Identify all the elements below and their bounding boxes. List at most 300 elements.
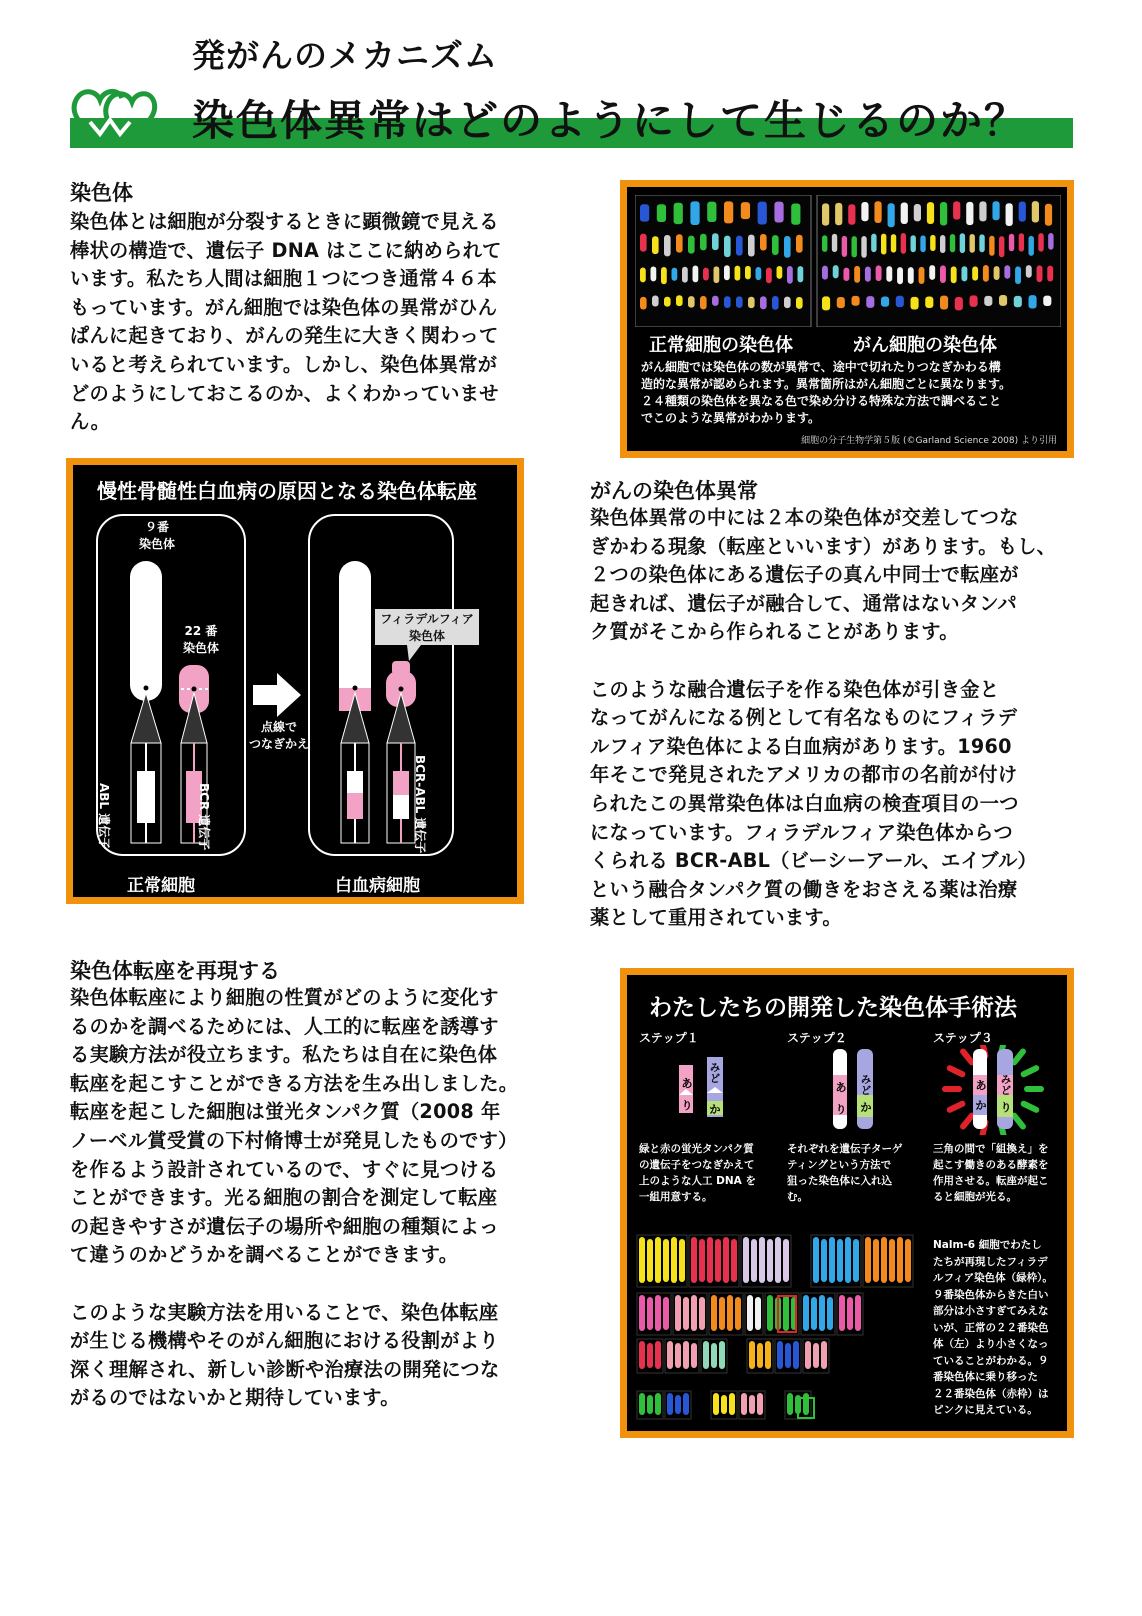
chromosome-mark bbox=[667, 1393, 673, 1415]
text-line: を作るよう設計されているので、すぐに見つける bbox=[70, 1157, 499, 1181]
chromosome-mark bbox=[749, 1395, 755, 1414]
desc-line: それぞれを遺伝子ターゲ bbox=[787, 1143, 903, 1155]
chromosome-mark bbox=[683, 1393, 689, 1415]
chromosome-mark bbox=[796, 297, 803, 309]
chromosome-mark bbox=[1037, 265, 1043, 282]
chromosome-mark bbox=[972, 266, 978, 280]
caption-line: 造的な異常が認められます。異常箇所はがん細胞ごとに異なります。 bbox=[641, 377, 1012, 391]
chromosome-mark bbox=[741, 202, 750, 219]
chromosome-mark bbox=[992, 201, 999, 220]
glow-ray bbox=[1014, 1116, 1023, 1127]
page-title: 染色体異常はどのようにして生じるのか？ bbox=[192, 96, 1029, 145]
text-line: 染色体転座により細胞の性質がどのように変化す bbox=[70, 986, 499, 1009]
step1-description bbox=[639, 1141, 779, 1205]
chromosome-mark bbox=[736, 296, 743, 308]
char-a-2: あ bbox=[835, 1081, 847, 1094]
chromosome-mark bbox=[707, 1237, 713, 1283]
desc-line: 上のような人工 DNA を bbox=[639, 1175, 756, 1187]
text-line: なってがんになる例として有名なものにフィラデ bbox=[590, 706, 1018, 730]
text-line: ぱんに起きており、がんの発生に大きく関わって bbox=[70, 324, 499, 348]
chromosome-mark bbox=[1038, 233, 1043, 252]
text-line: 染色体異常の中には２本の染色体が交差してつな bbox=[590, 506, 1019, 529]
chromosome-mark bbox=[676, 234, 683, 252]
chromosome-mark bbox=[688, 296, 695, 307]
glow-ray bbox=[963, 1116, 972, 1127]
chromosome-mark bbox=[837, 1239, 843, 1282]
chromosome-mark bbox=[832, 234, 837, 252]
chromosome-mark bbox=[639, 1237, 645, 1283]
chromosome-mark bbox=[640, 268, 646, 283]
chromosome-mark bbox=[822, 203, 829, 225]
chromosome-mark bbox=[758, 202, 767, 225]
label-leukemia-cell: 白血病細胞 bbox=[335, 876, 420, 896]
chromosome-mark bbox=[745, 266, 751, 280]
glow-ray bbox=[950, 1104, 963, 1110]
bcr-gene-label: BCR 遺伝子 bbox=[197, 783, 211, 851]
chromosome-mark bbox=[961, 266, 967, 281]
text-line: という融合タンパク質の働きをおさえる薬は治療 bbox=[590, 877, 1018, 901]
section-body-chromosome bbox=[70, 208, 550, 437]
chromosome-mark bbox=[691, 1295, 697, 1331]
result-caption bbox=[933, 1237, 1065, 1419]
header-subtitle: 発がんのメカニズム bbox=[192, 36, 498, 75]
chromosome-mark bbox=[767, 1239, 773, 1282]
chromosome-mark bbox=[715, 1239, 721, 1282]
arrow-label bbox=[243, 719, 315, 753]
chromosome-mark bbox=[657, 204, 666, 222]
chromosome-mark bbox=[711, 1343, 717, 1368]
glow-ray bbox=[1014, 1051, 1023, 1062]
chromosome-mark bbox=[845, 1237, 851, 1283]
chromosome-mark bbox=[853, 1239, 859, 1282]
text-line: もっています。がん細胞では染色体の異常がひん bbox=[70, 295, 498, 319]
chromosome-mark bbox=[699, 1239, 705, 1282]
chromosome-mark bbox=[676, 295, 683, 306]
chromosome-mark bbox=[854, 266, 860, 283]
chromosome-mark bbox=[966, 202, 973, 225]
chr9-label bbox=[127, 519, 187, 553]
caption-line: たちが再現したフィラデ bbox=[933, 1255, 1048, 1268]
chromosome-mark bbox=[711, 1295, 717, 1331]
text-line: いると考えられています。しかし、染色体異常が bbox=[70, 352, 498, 376]
step3-label: ステップ３ bbox=[933, 1031, 993, 1045]
chromosome-mark bbox=[873, 1239, 879, 1282]
char-ka-3: か bbox=[975, 1099, 987, 1112]
chromosome-mark bbox=[777, 266, 783, 279]
chromosome-mark bbox=[855, 1295, 861, 1331]
chromosome-mark bbox=[852, 296, 860, 306]
chromosome-mark bbox=[727, 1295, 733, 1331]
chromosome-mark bbox=[735, 1297, 741, 1330]
chromosome-mark bbox=[843, 268, 849, 281]
section-body-cancer-abnormal bbox=[590, 504, 1080, 933]
figure-credit: 細胞の分子生物学第５版 (©Garland Science 2008) より引用 bbox=[801, 436, 1057, 446]
glow-ray bbox=[963, 1051, 972, 1062]
text-line: ク質がそこから作られることがあります。 bbox=[590, 620, 959, 644]
chromosome-mark bbox=[813, 1343, 819, 1368]
karyotype-image bbox=[635, 195, 1061, 327]
caption-line: ２２番染色体（赤枠）は bbox=[933, 1387, 1049, 1400]
chromosome-mark bbox=[1019, 233, 1024, 251]
desc-line: 狙った染色体に入れ込 bbox=[787, 1175, 892, 1187]
chromosome-mark bbox=[757, 1343, 763, 1368]
chromosome-mark bbox=[803, 1393, 809, 1415]
chromosome-mark bbox=[664, 235, 671, 256]
chromosome-mark bbox=[819, 1295, 825, 1331]
chromosome-mark bbox=[767, 1295, 773, 1331]
chromosome-mark bbox=[640, 297, 647, 310]
glow-ray bbox=[1024, 1104, 1037, 1110]
caption-line: Nalm-6 細胞でわたし bbox=[933, 1239, 1042, 1251]
chromosome-mark bbox=[1047, 266, 1053, 282]
chromosome-mark bbox=[640, 234, 647, 252]
chromosome-mark bbox=[837, 297, 845, 308]
section-body-reproduce bbox=[70, 984, 550, 1413]
chromosome-mark bbox=[693, 265, 699, 282]
caption-line: 部分は小さすぎてみえな bbox=[933, 1305, 1049, 1317]
chromosome-mark bbox=[881, 1237, 887, 1283]
step2-description bbox=[787, 1141, 927, 1205]
chromosome-mark bbox=[866, 296, 874, 308]
chromosome-mark bbox=[889, 1239, 895, 1282]
text-line: ことができます。光る細胞の割合を測定して転座 bbox=[70, 1186, 498, 1210]
desc-line: 緑と赤の蛍光タンパク質 bbox=[639, 1143, 754, 1155]
label-line: 22 番 bbox=[184, 624, 218, 638]
chromosome-mark bbox=[699, 1297, 705, 1330]
chromosome-mark bbox=[1029, 295, 1037, 308]
chromosome-mark bbox=[940, 265, 946, 283]
bcr-abl-gene-label: BCR-ABL 遺伝子 bbox=[413, 755, 427, 854]
step1-label: ステップ１ bbox=[639, 1031, 699, 1045]
chromosome-mark bbox=[723, 1237, 729, 1283]
chromosome-mark bbox=[760, 234, 767, 250]
text-line: 薬として重用されています。 bbox=[590, 906, 842, 930]
chromosome-mark bbox=[835, 203, 842, 225]
chromosome-mark bbox=[647, 1297, 653, 1330]
heart-logo-icon bbox=[68, 82, 158, 144]
chromosome-mark bbox=[1019, 202, 1026, 222]
chromosome-mark bbox=[783, 1295, 789, 1331]
ph-chromosome-label bbox=[375, 611, 479, 645]
chromosome-mark bbox=[703, 268, 709, 281]
text-line: ん。 bbox=[70, 410, 111, 434]
caption-line: ルフィア染色体（緑枠）。 bbox=[933, 1272, 1053, 1284]
glow-ray bbox=[950, 1068, 963, 1074]
chromosome-mark bbox=[827, 1297, 833, 1330]
cml-diagram bbox=[73, 503, 517, 873]
chromosome-mark bbox=[736, 236, 743, 256]
chromosome-mark bbox=[712, 233, 719, 250]
chromosome-mark bbox=[683, 1297, 689, 1330]
chromosome-mark bbox=[847, 1297, 853, 1330]
chromosome-mark bbox=[897, 267, 903, 284]
chromosome-mark bbox=[960, 233, 965, 253]
chromosome-mark bbox=[979, 234, 984, 252]
chromosome-mark bbox=[940, 235, 945, 253]
label-cancer-karyotype: がん細胞の染色体 bbox=[853, 335, 997, 356]
chromosome-mark bbox=[652, 236, 659, 254]
chromosome-mark bbox=[970, 234, 975, 253]
chromosome-mark bbox=[721, 1395, 727, 1414]
chromosome-mark bbox=[793, 1341, 799, 1369]
chromosome-mark bbox=[787, 266, 793, 284]
text-line: このような実験方法を用いることで、染色体転座 bbox=[70, 1300, 499, 1324]
text-line: 深く理解され、新しい診断や治療法の開発につな bbox=[70, 1357, 500, 1381]
char-a: あ bbox=[681, 1077, 693, 1090]
chromosome-mark bbox=[925, 297, 933, 308]
chromosome-mark bbox=[775, 1237, 781, 1283]
text-line: くられる BCR-ABL（ビーシーアール、エイブル） bbox=[590, 849, 1038, 873]
chromosome-mark bbox=[741, 1393, 747, 1415]
chromosome-mark bbox=[663, 1239, 669, 1282]
chromosome-mark bbox=[829, 1237, 835, 1283]
chromosome-mark bbox=[842, 236, 847, 257]
chromosome-mark bbox=[908, 267, 914, 284]
chromosome-mark bbox=[822, 266, 828, 280]
text-line: います。私たち人間は細胞１つにつき通常４６本 bbox=[70, 267, 497, 291]
chromosome-mark bbox=[919, 267, 925, 284]
chromosome-mark bbox=[803, 1295, 809, 1331]
text-line: がるのではないかと期待しています。 bbox=[70, 1386, 400, 1410]
chromosome-mark bbox=[719, 1341, 725, 1369]
chromosome-mark bbox=[929, 265, 935, 280]
label-normal-karyotype: 正常細胞の染色体 bbox=[649, 335, 793, 356]
desc-line: 三角の間で「組換え」を bbox=[933, 1143, 1049, 1155]
label-line: 点線で bbox=[260, 720, 297, 734]
chromosome-mark bbox=[994, 266, 1000, 280]
text-line: ぎかわる現象（転座といいます）があります。もし、 bbox=[590, 534, 1057, 558]
chromosome-mark bbox=[911, 235, 916, 252]
chromosome-mark bbox=[953, 201, 960, 219]
chromosome-mark bbox=[983, 265, 989, 282]
chromosome-mark bbox=[640, 204, 649, 221]
chromosome-mark bbox=[1029, 236, 1034, 256]
chromosome-mark bbox=[748, 297, 755, 308]
chromosome-mark bbox=[688, 236, 695, 254]
chromosome-mark bbox=[848, 204, 855, 224]
chromosome-mark bbox=[905, 1239, 911, 1282]
chromosome-mark bbox=[783, 1239, 789, 1282]
chromosome-mark bbox=[920, 235, 925, 252]
chromosome-mark bbox=[724, 296, 731, 308]
chromosome-mark bbox=[881, 234, 886, 255]
chromosome-mark bbox=[930, 235, 935, 251]
cml-panel-title: 慢性骨髄性白血病の原因となる染色体転座 bbox=[97, 479, 477, 503]
caption-line: ピンクに見えている。 bbox=[933, 1404, 1038, 1416]
chromosome-mark bbox=[707, 202, 716, 222]
cml-translocation-panel bbox=[66, 458, 524, 904]
chromosome-mark bbox=[772, 296, 779, 310]
chromosome-mark bbox=[951, 266, 957, 283]
chromosome-mark bbox=[865, 1237, 871, 1283]
text-line: になっています。フィラデルフィア染色体からつ bbox=[590, 820, 1013, 844]
text-line: られたこの異常染色体は白血病の検査項目の一つ bbox=[590, 791, 1019, 815]
chromosome-mark bbox=[876, 265, 882, 281]
chromosome-mark bbox=[655, 1237, 661, 1283]
step2-label: ステップ２ bbox=[787, 1031, 847, 1045]
caption-line: 体（左）より小さくなっ bbox=[933, 1338, 1049, 1350]
label-line: 染色体 bbox=[408, 629, 445, 643]
text-line: て違うのかどうかを調べることができます。 bbox=[70, 1243, 459, 1267]
method-panel-title: わたしたちの開発した染色体手術法 bbox=[649, 995, 1017, 1021]
chromosome-mark bbox=[777, 1341, 783, 1369]
chromosome-mark bbox=[940, 296, 948, 310]
chromosome-mark bbox=[700, 296, 707, 309]
chromosome-mark bbox=[731, 1239, 737, 1282]
chromosome-mark bbox=[955, 297, 963, 310]
chromosome-mark bbox=[672, 268, 678, 281]
text-line: る実験方法が役立ちます。私たちは自在に染色体 bbox=[70, 1043, 498, 1067]
text-line: 年そこで発見されたアメリカの都市の名前が付け bbox=[590, 763, 1018, 787]
chromosome-mark bbox=[667, 1341, 673, 1369]
chromosome-mark bbox=[927, 202, 934, 224]
chromosome-mark bbox=[691, 1343, 697, 1368]
chromosome-mark bbox=[652, 295, 659, 306]
label-line: フィラデルフィア bbox=[380, 612, 474, 626]
desc-line: む。 bbox=[787, 1191, 808, 1203]
chromosome-mark bbox=[682, 267, 688, 283]
caption-line: でこのような異常がわかります。 bbox=[641, 411, 821, 425]
chromosome-mark bbox=[760, 296, 767, 309]
chromosome-mark bbox=[703, 1341, 709, 1369]
chromosome-mark bbox=[805, 1341, 811, 1369]
chromosome-mark bbox=[852, 236, 857, 257]
caption-line: 番染色体に乗り移った bbox=[933, 1371, 1038, 1383]
chromosome-mark bbox=[891, 234, 896, 253]
chromosome-mark bbox=[784, 236, 791, 258]
chromosome-mark bbox=[813, 1237, 819, 1283]
text-line: ２つの染色体にある遺伝子の真ん中同士で転座が bbox=[590, 563, 1019, 587]
chromosome-mark bbox=[839, 1295, 845, 1331]
chromosome-mark bbox=[766, 268, 772, 284]
char-mido-2: みど bbox=[861, 1075, 871, 1097]
chromosome-mark bbox=[655, 1341, 661, 1369]
chromosome-mark bbox=[743, 1237, 749, 1283]
chromosome-mark bbox=[811, 1297, 817, 1330]
chromosome-mark bbox=[735, 266, 741, 281]
text-line: 棒状の構造で、遺伝子 DNA はここに納められて bbox=[70, 238, 502, 262]
char-ri-3: り bbox=[1000, 1101, 1012, 1114]
chromosome-mark bbox=[881, 297, 889, 307]
chromosome-mark bbox=[897, 1237, 903, 1283]
chromosome-mark bbox=[751, 1239, 757, 1282]
char-mido: みど bbox=[710, 1063, 720, 1085]
text-line: 転座を起こすことができる方法を生み出しました。 bbox=[70, 1071, 519, 1095]
text-line: どのようにしておこるのか、よくわかっていませ bbox=[70, 381, 499, 405]
label-normal-cell: 正常細胞 bbox=[127, 876, 195, 896]
desc-line: 作用させる。転座が起こ bbox=[933, 1175, 1049, 1187]
chromosome-mark bbox=[772, 235, 779, 255]
chromosome-mark bbox=[719, 1297, 725, 1330]
chromosome-mark bbox=[675, 1395, 681, 1414]
chromosome-mark bbox=[999, 295, 1007, 306]
karyotype-caption bbox=[641, 359, 1073, 427]
chromosome-mark bbox=[874, 201, 881, 223]
chromosome-mark bbox=[675, 1295, 681, 1331]
text-line: の起きやすさが遺伝子の場所や細胞の種類によっ bbox=[70, 1214, 499, 1238]
chromosome-mark bbox=[1014, 296, 1022, 307]
chromosome-mark bbox=[785, 1343, 791, 1368]
chromosome-mark bbox=[755, 1297, 761, 1330]
chromosome-mark bbox=[712, 296, 719, 306]
text-line: 転座を起こした細胞は蛍光タンパク質（2008 年 bbox=[70, 1100, 501, 1124]
caption-line: いが、正常の２２番染色 bbox=[933, 1321, 1049, 1334]
chromosome-mark bbox=[647, 1343, 653, 1368]
chromosome-mark bbox=[675, 1343, 681, 1368]
caption-line: がん細胞では染色体の数が異常で、途中で切れたりつなぎかわる構 bbox=[641, 360, 1001, 374]
label-line: つなぎかえ bbox=[248, 737, 309, 751]
chromosome-mark bbox=[724, 265, 730, 280]
desc-line: ティングという方法で bbox=[787, 1159, 892, 1171]
char-ri-2: り bbox=[835, 1103, 847, 1116]
nalm6-karyotype-image bbox=[635, 1233, 931, 1433]
char-a-3: あ bbox=[975, 1079, 987, 1092]
chromosome-mark bbox=[690, 201, 699, 225]
chromosome-mark bbox=[989, 236, 994, 256]
chromosome-mark bbox=[1004, 265, 1010, 278]
desc-line: 起こす働きのある酵素を bbox=[933, 1159, 1049, 1171]
chromosome-mark bbox=[1032, 201, 1039, 222]
chromosome-mark bbox=[639, 1295, 645, 1331]
caption-line: ２４種類の染色体を異なる色で染め分ける特殊な方法で調べること bbox=[641, 394, 1002, 408]
desc-line: ると細胞が光る。 bbox=[933, 1191, 1017, 1203]
chromosome-mark bbox=[940, 202, 947, 226]
chromosome-mark bbox=[700, 234, 707, 251]
chromosome-mark bbox=[999, 236, 1004, 257]
chromosome-mark bbox=[1045, 204, 1052, 226]
label-line: 染色体 bbox=[182, 641, 219, 655]
desc-line: 一組用意する。 bbox=[639, 1191, 713, 1203]
chromosome-mark bbox=[822, 235, 827, 252]
chromosome-mark bbox=[765, 1341, 771, 1369]
chromosome-mark bbox=[647, 1239, 653, 1282]
chromosome-mark bbox=[833, 265, 839, 278]
chromosome-mark bbox=[861, 202, 868, 221]
chromosome-mark bbox=[748, 235, 755, 257]
method-panel bbox=[620, 968, 1074, 1438]
karyotype-figure-panel bbox=[620, 180, 1074, 458]
chr22-label bbox=[171, 623, 231, 657]
chromosome-mark bbox=[984, 296, 992, 306]
chromosome-mark bbox=[661, 267, 667, 284]
chromosome-mark bbox=[911, 297, 919, 310]
chromosome-mark bbox=[713, 1393, 719, 1415]
caption-line: ９番染色体からきた白い bbox=[933, 1288, 1049, 1301]
chromosome-mark bbox=[749, 1341, 755, 1369]
chromosome-mark bbox=[747, 1295, 753, 1331]
chromosome-mark bbox=[759, 1237, 765, 1283]
chromosome-mark bbox=[691, 1237, 697, 1283]
chromosome-mark bbox=[683, 1341, 689, 1369]
chromosome-mark bbox=[798, 266, 804, 282]
char-ri: り bbox=[681, 1099, 693, 1112]
chromosome-mark bbox=[950, 234, 955, 252]
chromosome-mark bbox=[774, 202, 783, 223]
section-heading-chromosome: 染色体 bbox=[70, 181, 133, 205]
chromosome-mark bbox=[724, 236, 731, 257]
chromosome-mark bbox=[791, 204, 800, 225]
chromosome-mark bbox=[724, 201, 733, 223]
chromosome-mark bbox=[970, 295, 978, 306]
chromosome-mark bbox=[639, 1393, 645, 1415]
chromosome-mark bbox=[639, 1341, 645, 1369]
label-line: 染色体 bbox=[138, 537, 175, 551]
glow-ray bbox=[1024, 1068, 1037, 1074]
chromosome-mark bbox=[714, 266, 720, 283]
chromosome-mark bbox=[1015, 266, 1021, 284]
chromosome-mark bbox=[901, 202, 908, 223]
chromosome-mark bbox=[888, 203, 895, 227]
